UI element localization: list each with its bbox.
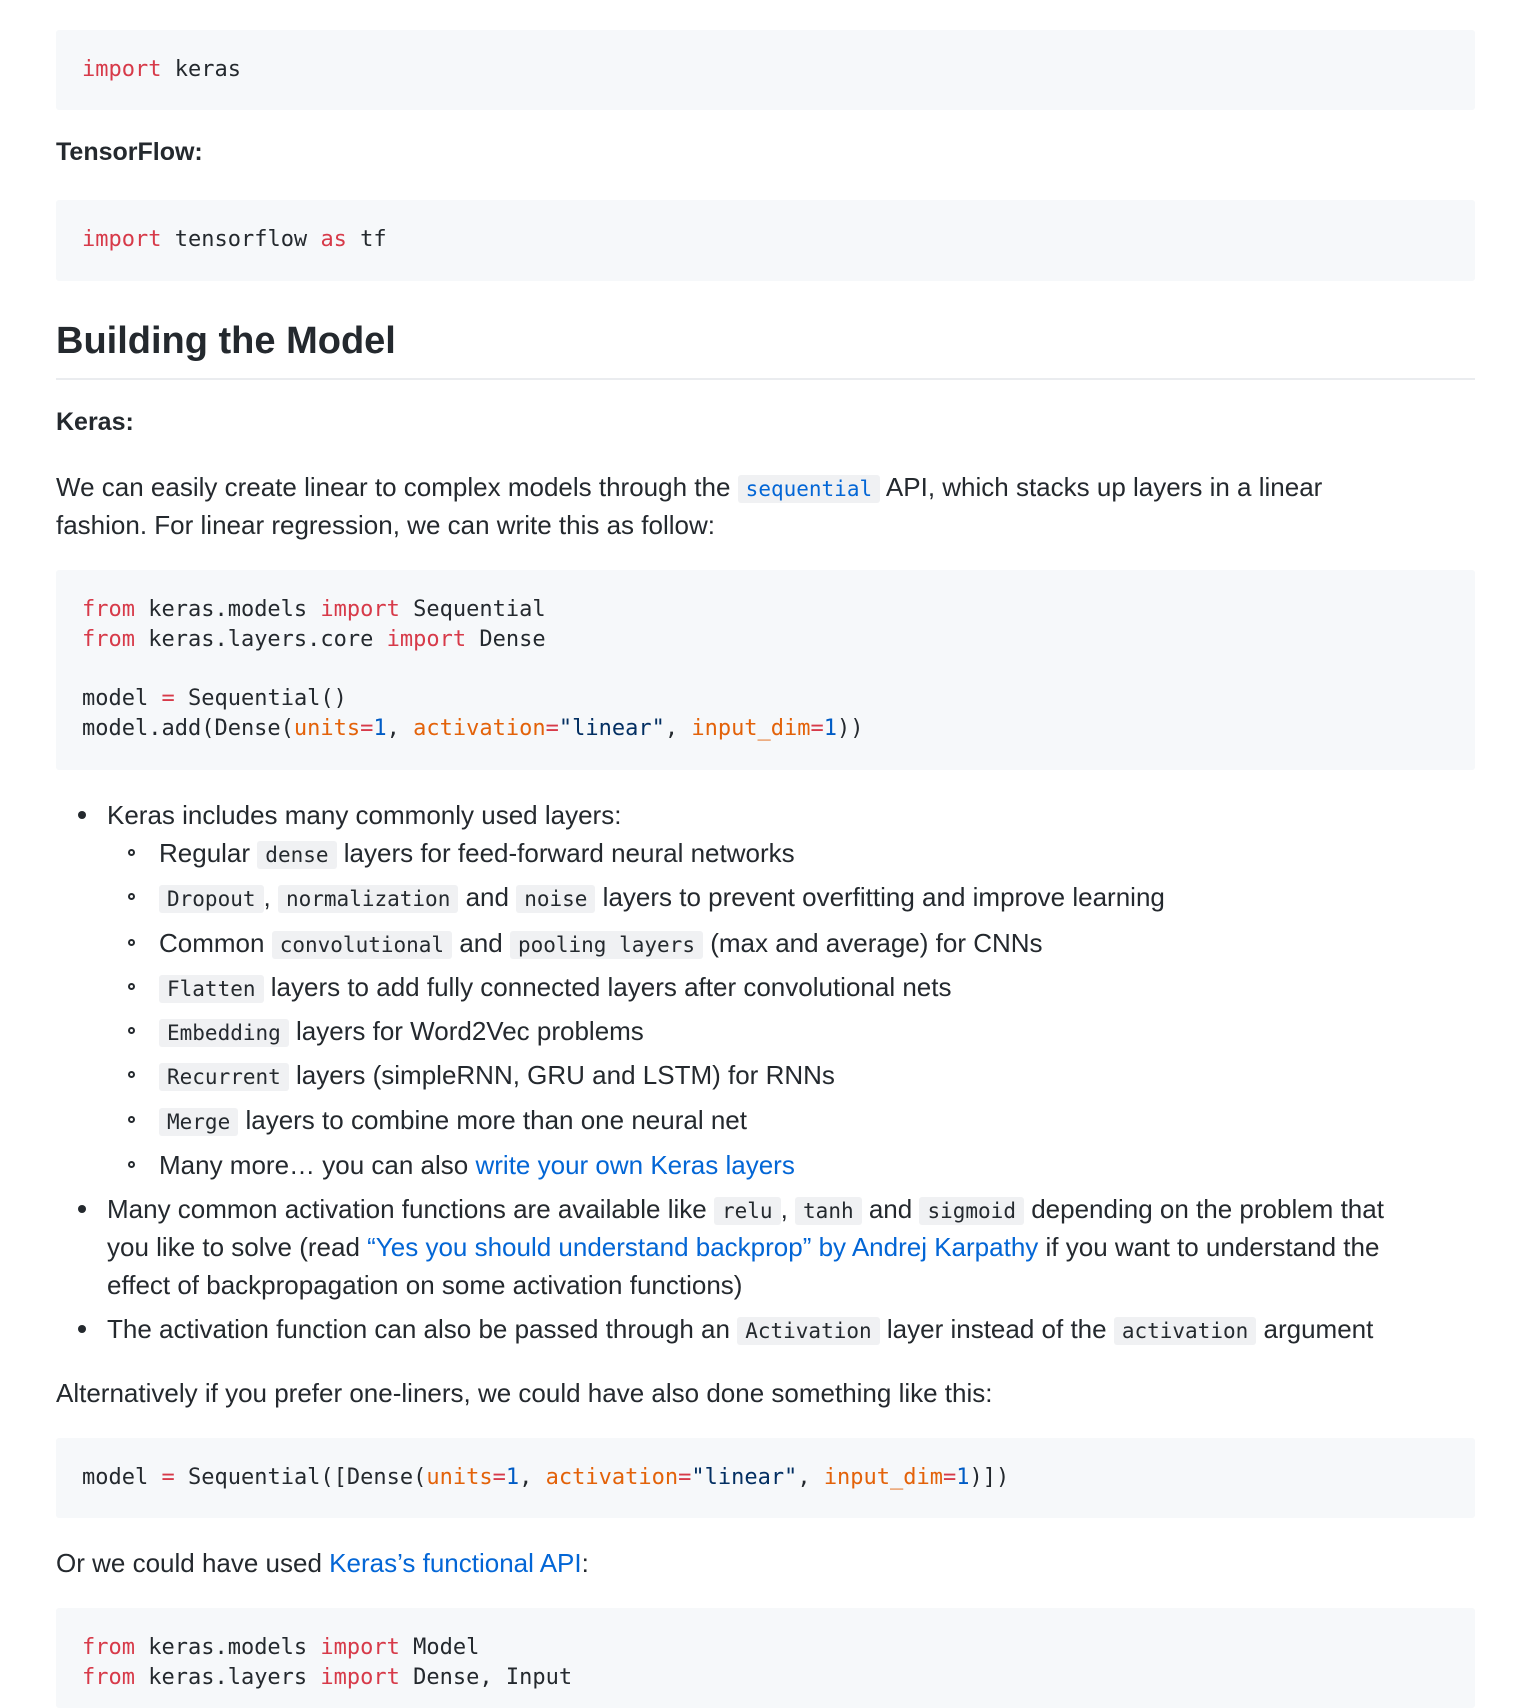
link-karpathy-backprop[interactable]: “Yes you should understand backprop” by Andrej Karpathy — [367, 1232, 1039, 1262]
code-line — [82, 625, 546, 655]
code-number: 1 — [505, 1465, 520, 1490]
code-keyword: import — [386, 627, 467, 652]
code-text: , — [519, 1465, 546, 1490]
bullet-circle — [128, 849, 135, 856]
inline-code: Flatten — [159, 975, 264, 1003]
sub-item-dropout — [159, 878, 1165, 918]
list-text: The activation function can also be passed through an — [107, 1314, 730, 1344]
bullet-circle — [128, 1027, 135, 1034]
inline-code: activation — [1114, 1317, 1256, 1345]
code-keyword: import — [320, 1635, 400, 1660]
list-text: if you want to understand the — [1045, 1232, 1380, 1262]
paragraph-functional — [56, 1544, 589, 1582]
list-text: , — [780, 1194, 788, 1224]
inline-code: tanh — [795, 1197, 862, 1225]
code-keyword: from — [82, 1665, 135, 1690]
inline-code: Embedding — [159, 1019, 289, 1047]
list-text: argument — [1263, 1314, 1374, 1344]
code-text: , — [664, 716, 692, 741]
code-keyword: import — [82, 57, 162, 82]
code-line — [82, 714, 864, 744]
code-operator: = — [943, 1465, 957, 1490]
list-text: you like to solve (read — [107, 1232, 360, 1262]
paragraph-text: : — [581, 1548, 589, 1578]
list-item-3 — [107, 1310, 1373, 1350]
inline-code: Dropout — [159, 885, 264, 913]
section-heading: Building the Model — [56, 320, 396, 362]
bullet-circle — [128, 893, 135, 900]
list-text: layers to combine more than one neural net — [245, 1105, 747, 1135]
bullet-circle — [128, 1161, 135, 1168]
inline-code: sigmoid — [919, 1197, 1024, 1225]
code-param: input_dim — [823, 1465, 944, 1490]
keras-label: Keras: — [56, 408, 134, 436]
code-block-sequential — [56, 570, 1475, 770]
code-operator: = — [161, 1465, 175, 1490]
code-text: model.add(Dense( — [82, 716, 294, 741]
paragraph-sequential-line2: fashion. For linear regression, we can write this as follow: — [56, 510, 715, 540]
code-operator: = — [161, 686, 175, 711]
list-text: (max and average) for CNNs — [710, 928, 1043, 958]
code-param: units — [293, 716, 361, 741]
code-keyword: from — [82, 1635, 135, 1660]
code-text: model — [82, 1465, 162, 1490]
inline-code: normalization — [278, 885, 458, 913]
list-item-1: Keras includes many commonly used layers: — [107, 800, 622, 830]
code-line — [82, 1463, 1009, 1493]
code-line — [82, 684, 347, 714]
bullet-disc — [78, 1325, 86, 1333]
code-block-functional — [56, 1608, 1475, 1708]
code-text: Sequential — [399, 597, 546, 622]
code-text: tensorflow — [161, 227, 321, 252]
code-operator: = — [678, 1465, 692, 1490]
link-write-keras-layers[interactable]: write your own Keras layers — [475, 1150, 795, 1180]
code-block-oneliner — [56, 1438, 1475, 1518]
code-text: keras.layers — [134, 1665, 321, 1690]
bullet-disc — [78, 811, 86, 819]
code-keyword: from — [82, 627, 135, 652]
list-text: Many more… you can also — [159, 1150, 469, 1180]
code-text: Dense, Input — [399, 1665, 573, 1690]
code-line — [82, 55, 241, 85]
list-text: depending on the problem that — [1031, 1194, 1384, 1224]
heading-divider — [56, 378, 1475, 380]
sub-item-more — [159, 1146, 795, 1184]
code-string: "linear" — [558, 716, 665, 741]
bullet-circle — [128, 1071, 135, 1078]
paragraph-oneliners: Alternatively if you prefer one-liners, we could have also done something like this: — [56, 1378, 993, 1408]
code-param: units — [426, 1465, 493, 1490]
sub-item-embedding — [159, 1012, 644, 1052]
sub-item-recurrent — [159, 1056, 835, 1096]
list-text: Common — [159, 928, 265, 958]
list-text: and — [868, 1194, 913, 1224]
code-operator: = — [545, 716, 559, 741]
code-line — [82, 595, 546, 625]
code-text: keras — [161, 57, 241, 82]
code-operator: = — [810, 716, 824, 741]
paragraph-text: Or we could have used — [56, 1548, 322, 1578]
sub-item-flatten — [159, 968, 951, 1008]
code-text: keras.models — [134, 1635, 321, 1660]
bullet-disc — [78, 1205, 86, 1213]
code-keyword: import — [320, 1665, 400, 1690]
code-number: 1 — [956, 1465, 970, 1490]
bullet-circle — [128, 983, 135, 990]
paragraph-text: We can easily create linear to complex models through the — [56, 472, 731, 502]
code-text: model — [82, 686, 162, 711]
list-item-2-line2 — [107, 1228, 1379, 1266]
list-text: layers for feed-forward neural networks — [343, 838, 795, 868]
code-text: Dense — [466, 627, 546, 652]
list-text: Regular — [159, 838, 251, 868]
code-text: , — [386, 716, 414, 741]
code-block-import-tensorflow — [56, 200, 1475, 281]
bullet-circle — [128, 939, 135, 946]
inline-code: noise — [516, 885, 595, 913]
code-string: "linear" — [691, 1465, 798, 1490]
inline-code: Activation — [737, 1317, 879, 1345]
sub-item-convolutional — [159, 924, 1043, 964]
code-text: keras.layers.core — [134, 627, 387, 652]
code-keyword: import — [320, 597, 400, 622]
code-line — [82, 1663, 572, 1693]
paragraph-text: API, which stacks up layers in a linear — [885, 472, 1323, 502]
code-text: Model — [399, 1635, 480, 1660]
code-param: input_dim — [691, 716, 811, 741]
paragraph-sequential-line1 — [56, 468, 1322, 508]
inline-code: dense — [257, 841, 336, 869]
code-operator: = — [360, 716, 374, 741]
sub-item-merge — [159, 1101, 747, 1141]
list-text: layers for Word2Vec problems — [296, 1016, 644, 1046]
inline-code: pooling layers — [510, 931, 703, 959]
inline-code: Merge — [159, 1108, 238, 1136]
code-block-import-keras — [56, 30, 1475, 110]
list-text: Many common activation functions are available like — [107, 1194, 707, 1224]
code-text: Sequential([Dense( — [174, 1465, 427, 1490]
code-param: activation — [545, 1465, 679, 1490]
code-text: tf — [346, 227, 387, 252]
code-text: keras.models — [134, 597, 321, 622]
sub-item-dense — [159, 834, 795, 874]
tensorflow-label: TensorFlow: — [56, 138, 203, 166]
list-text: layers to add fully connected layers after convolutional nets — [270, 972, 952, 1002]
list-text: , — [263, 882, 271, 912]
code-text: )) — [837, 716, 864, 741]
code-number: 1 — [373, 716, 387, 741]
code-line — [82, 225, 387, 255]
inline-code: convolutional — [272, 931, 452, 959]
list-item-2-line1 — [107, 1190, 1384, 1230]
code-text: , — [797, 1465, 824, 1490]
code-operator: = — [492, 1465, 506, 1490]
code-text: Sequential() — [174, 686, 347, 711]
list-text: layer instead of the — [886, 1314, 1107, 1344]
code-number: 1 — [823, 716, 838, 741]
code-line — [82, 1633, 479, 1663]
inline-code: Recurrent — [159, 1063, 289, 1091]
list-text: layers (simpleRNN, GRU and LSTM) for RNNs — [296, 1060, 835, 1090]
list-text: layers to prevent overfitting and improve learning — [602, 882, 1165, 912]
bullet-circle — [128, 1116, 135, 1123]
code-param: activation — [413, 716, 546, 741]
list-item-2-line3: effect of backpropagation on some activation functions) — [107, 1270, 743, 1300]
code-text: )]) — [969, 1465, 1010, 1490]
inline-code: relu — [714, 1197, 781, 1225]
code-keyword: as — [320, 227, 347, 252]
list-text: and — [465, 882, 509, 912]
code-keyword: from — [82, 597, 135, 622]
link-functional-api[interactable]: Keras’s functional API — [329, 1548, 582, 1578]
inline-code-sequential: sequential — [738, 475, 880, 503]
code-keyword: import — [82, 227, 162, 252]
list-text: and — [459, 928, 503, 958]
